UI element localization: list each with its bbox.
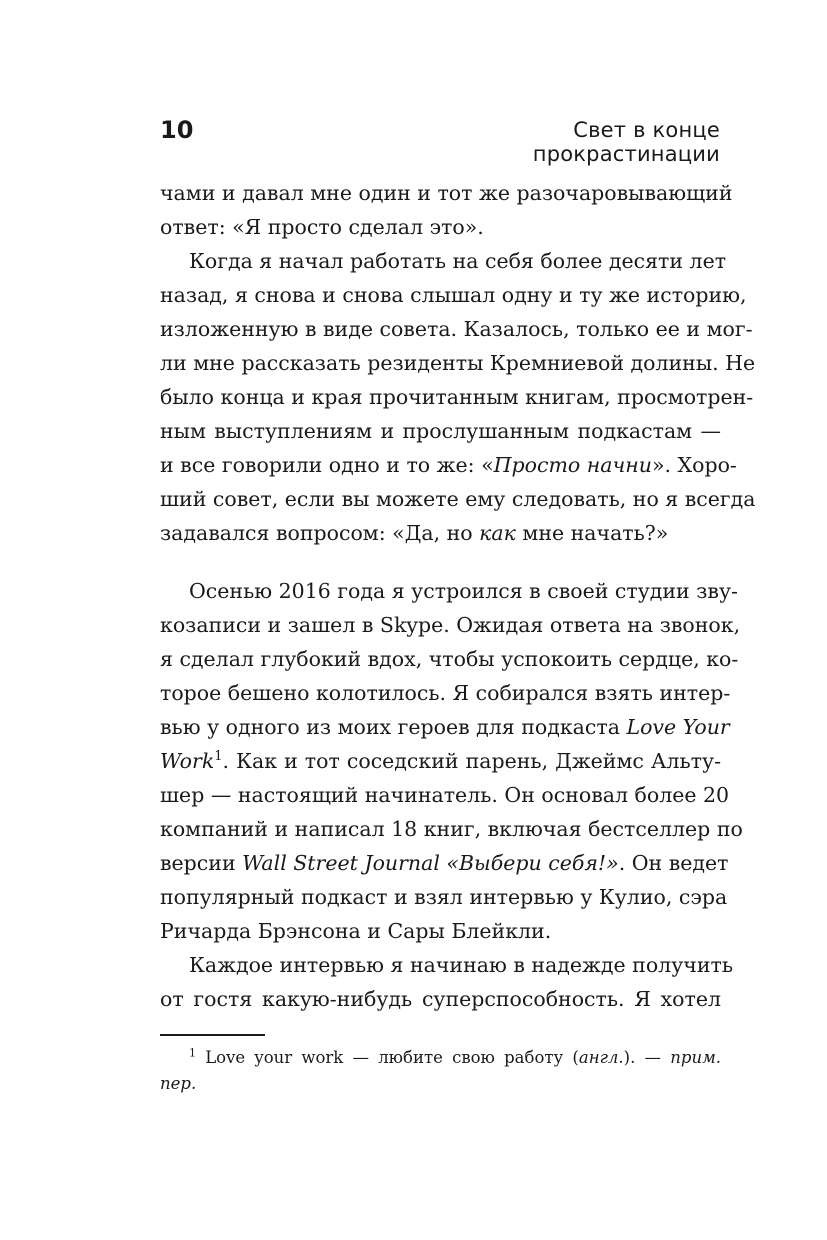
text-line: ли мне рассказать резиденты Кремниевой долины. Не xyxy=(160,351,756,375)
text-line: козаписи и зашел в Skype. Ожидая ответа на звонок, xyxy=(160,613,741,637)
text-line: Каждое интервью я начинаю в надежде получить xyxy=(189,953,733,977)
text-line: шер — настоящий начинатель. Он основал более 20 xyxy=(160,783,730,807)
podcast-title: Work xyxy=(160,749,215,773)
text-line: от гостя какую-нибудь суперспособность. Я хотел xyxy=(160,987,721,1011)
text-line: задавался вопросом: «Да, но как мне начать?» xyxy=(160,521,669,545)
text-line: ответ: «Я просто сделал это». xyxy=(160,215,484,239)
footnote-continuation: пер. xyxy=(160,1074,197,1093)
text-line: назад, я снова и снова слышал одну и ту же историю, xyxy=(160,283,747,307)
text-line: я сделал глубокий вдох, чтобы успокоить сердце, ко- xyxy=(160,647,739,671)
text-line: Когда я начал работать на себя более десяти лет xyxy=(189,249,727,273)
page-number: 10 xyxy=(160,116,194,144)
text-line: популярный подкаст и взял интервью у Кулио, сэра xyxy=(160,885,728,909)
text-line: и все говорили одно и то же: «Просто начни». Хоро- xyxy=(160,453,737,477)
text-line: ным выступлениям и прослушанным подкастам — xyxy=(160,419,721,443)
text-line: вью у одного из моих героев для подкаста Love Your xyxy=(160,715,730,739)
text-line: Осенью 2016 года я устроился в своей студии зву- xyxy=(189,579,738,603)
footnote-ref: 1 xyxy=(214,749,223,765)
text-line: было конца и края прочитанным книгам, просмотрен- xyxy=(160,385,754,409)
text-line: компаний и написал 18 книг, включая бестселлер по xyxy=(160,817,743,841)
podcast-title: Love Your xyxy=(626,715,730,739)
text-line: торое бешено колотилось. Я собирался взять интер- xyxy=(160,681,731,705)
emphasis: Просто начни xyxy=(493,453,652,477)
footnote: $^1$ Love your work — любите свою работу (англ.). — прим. xyxy=(189,1046,721,1067)
emphasis: как xyxy=(479,521,516,545)
text-line: чами и давал мне один и тот же разочаровывающий xyxy=(160,181,733,205)
footnote-rule xyxy=(160,1034,265,1036)
text-line: Ричарда Брэнсона и Сары Блейкли. xyxy=(160,919,552,943)
book-title: Wall Street Journal «Выбери себя!» xyxy=(242,851,619,875)
text-line: ший совет, если вы можете ему следовать, но я всегда xyxy=(160,487,756,511)
running-title: Свет в конце прокрастинации xyxy=(532,118,720,166)
footnote-marker: 1 xyxy=(189,1046,196,1060)
text-line: изложенную в виде совета. Казалось, только ее и мог- xyxy=(160,317,753,341)
text-line: версии Wall Street Journal «Выбери себя!». Он ведет xyxy=(160,851,729,875)
text-line: Work$^1$. Как и тот соседский парень, Джеймс Альту- xyxy=(160,749,721,773)
